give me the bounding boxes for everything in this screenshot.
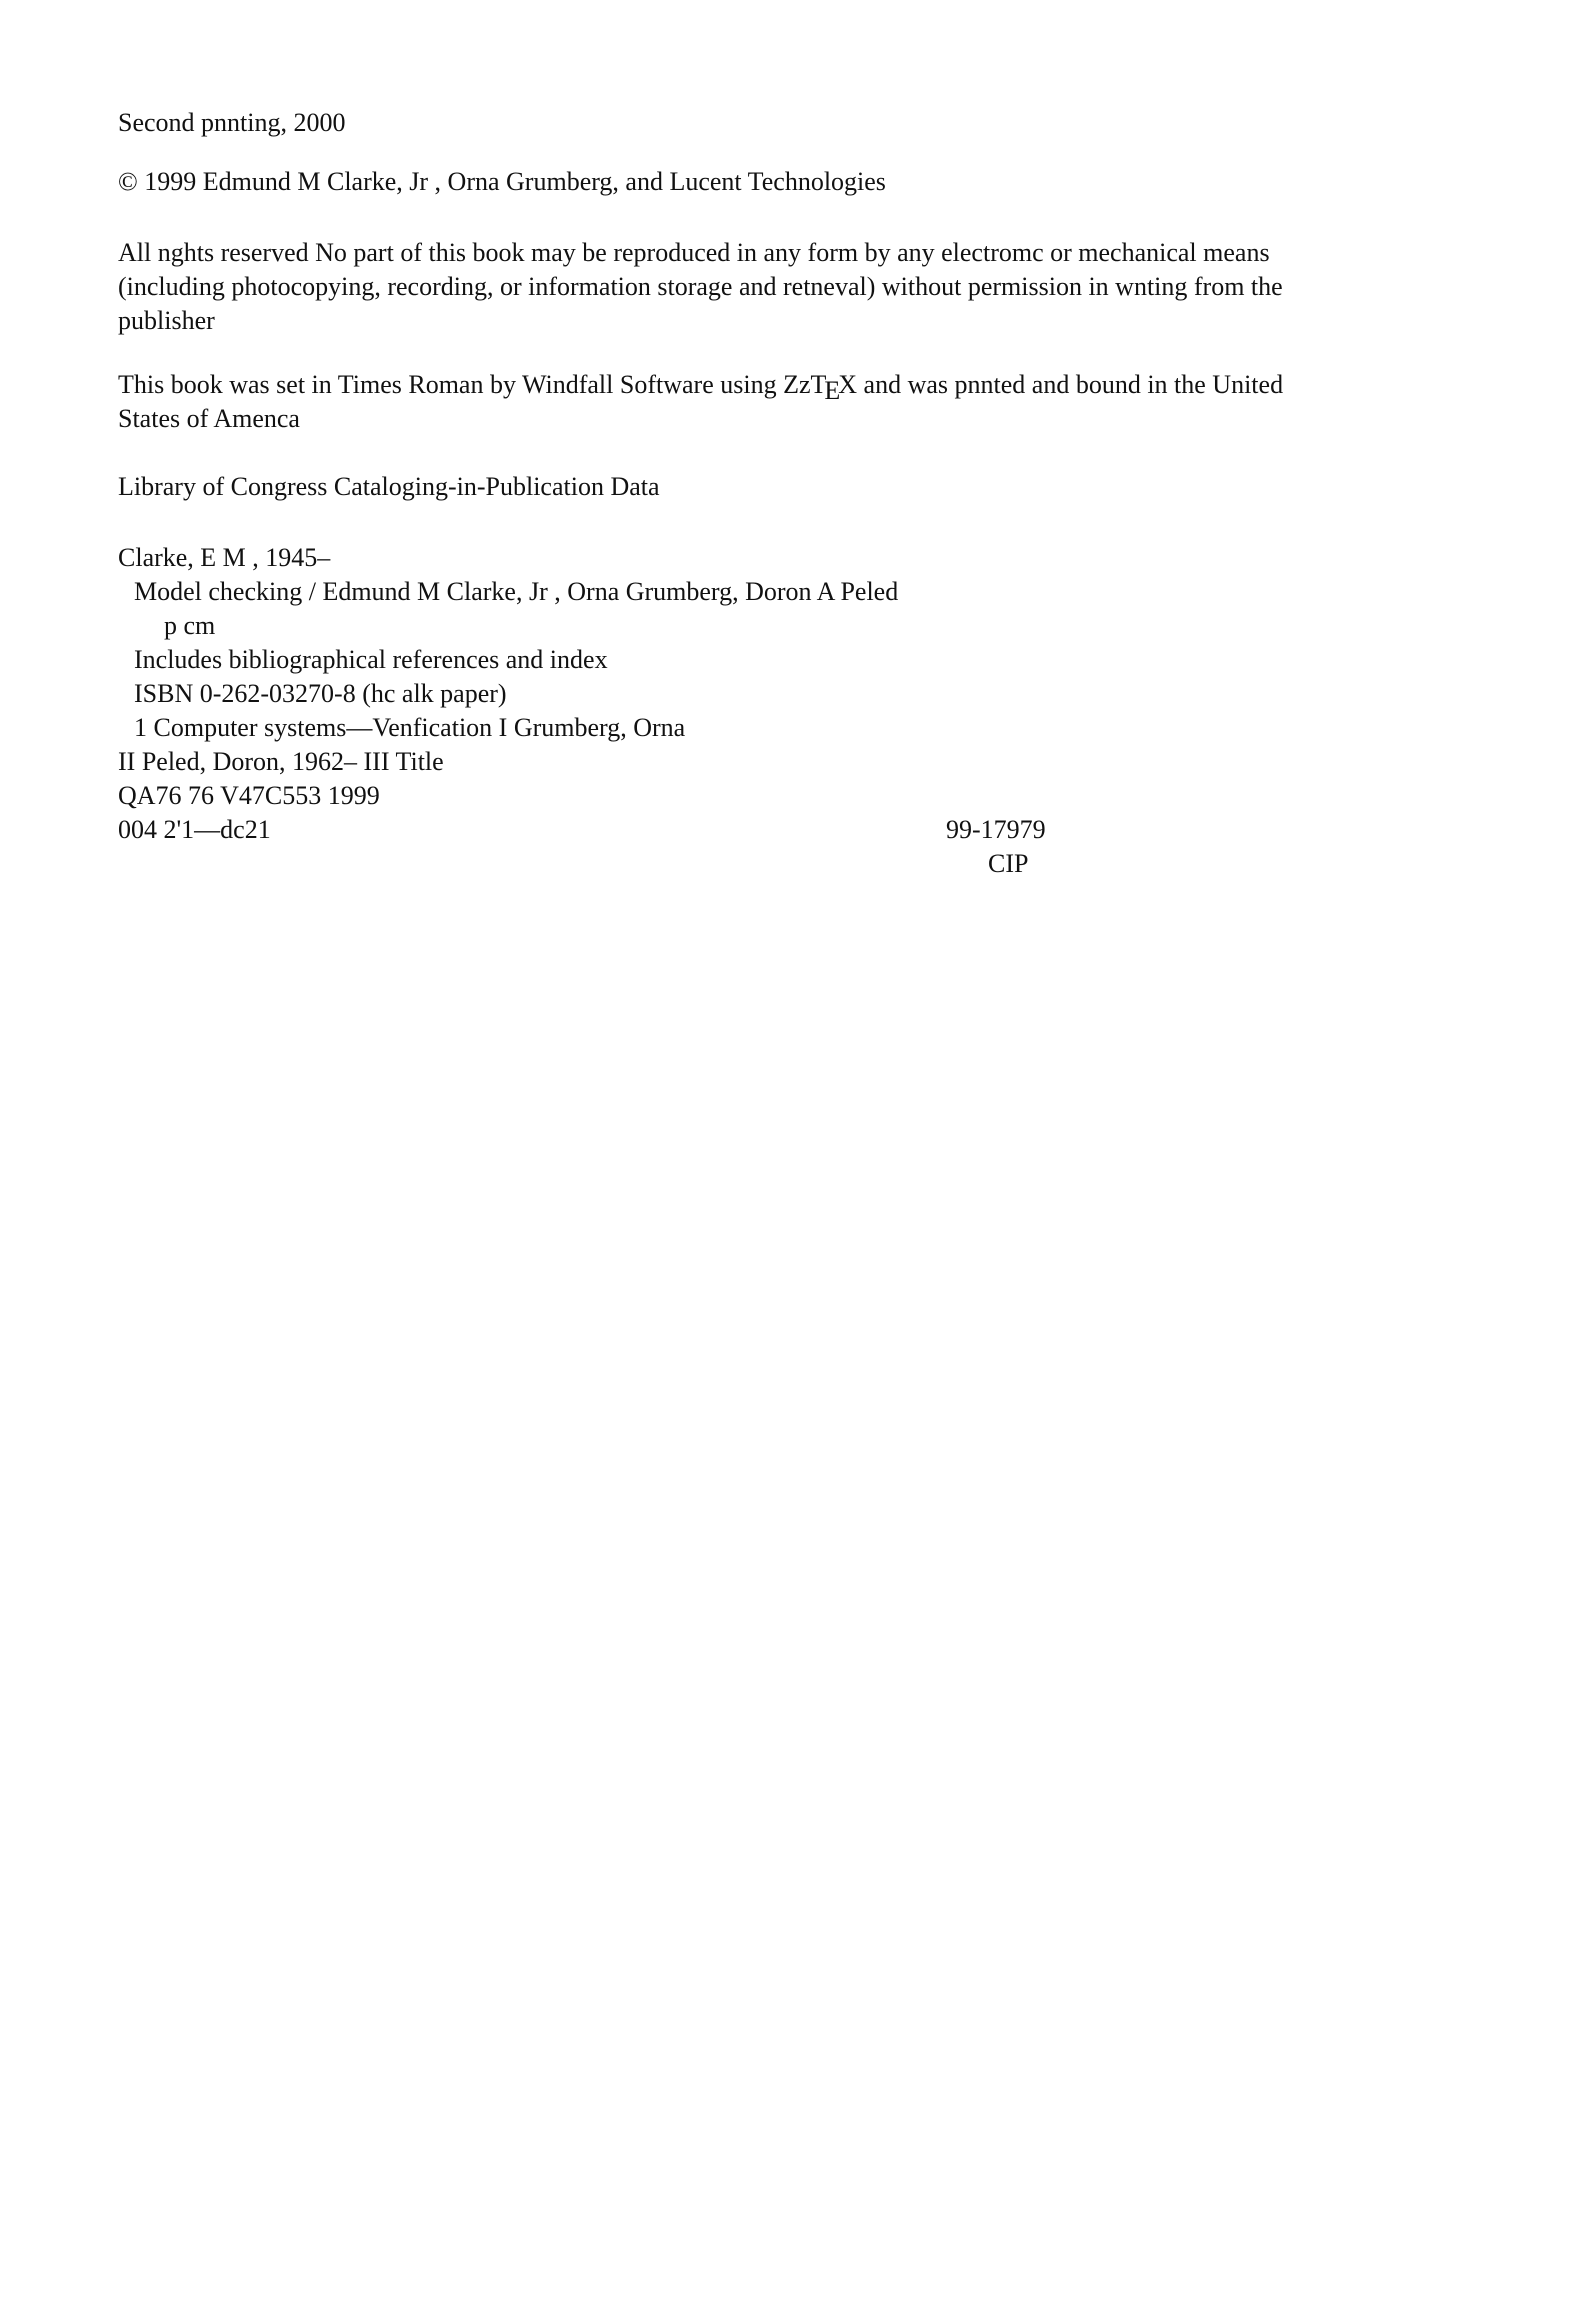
rights-line-1: All nghts reserved No part of this book may be reproduced in any form by any electromc or mechanical means [118, 238, 1270, 267]
cip-added-entries: II Peled, Doron, 1962– III Title [118, 747, 444, 776]
cip-label: CIP [988, 849, 1029, 878]
rights-paragraph [118, 236, 1478, 338]
cip-pages: p cm [164, 611, 216, 640]
cip-dewey: 004 2'1—dc21 [118, 815, 271, 844]
typeset-paragraph [118, 368, 1478, 436]
cip-subject: 1 Computer systems—Venfication I Grumberg, Orna [134, 713, 686, 742]
cip-author: Clarke, E M , 1945– [118, 543, 331, 572]
cip-heading: Library of Congress Cataloging-in-Publication Data [118, 472, 660, 501]
tex-lowered-e: E [824, 376, 841, 405]
cip-title: Model checking / Edmund M Clarke, Jr , Orna Grumberg, Doron A Peled [134, 577, 899, 606]
cip-isbn: ISBN 0-262-03270-8 (hc alk paper) [134, 679, 507, 708]
cip-lc-class: QA76 76 V47C553 1999 [118, 781, 380, 810]
typeset-line-1-after: X and was pnnted and bound in the United [838, 370, 1284, 399]
typeset-line-1 [118, 368, 1478, 405]
rights-line-3: publisher [118, 306, 215, 335]
rights-line-2: (including photocopying, recording, or information storage and retneval) without permission in wnting from the [118, 272, 1283, 301]
printing-line: Second pnnting, 2000 [118, 108, 346, 137]
cip-lccn: 99-17979 [946, 815, 1046, 844]
cip-bibliography: Includes bibliographical references and index [134, 645, 608, 674]
typeset-line-1-before: This book was set in Times Roman by Windfall Software using ZzT [118, 370, 827, 399]
typeset-line-2: States of Amenca [118, 404, 300, 433]
copyright-line: © 1999 Edmund M Clarke, Jr , Orna Grumberg, and Lucent Technologies [118, 167, 886, 196]
